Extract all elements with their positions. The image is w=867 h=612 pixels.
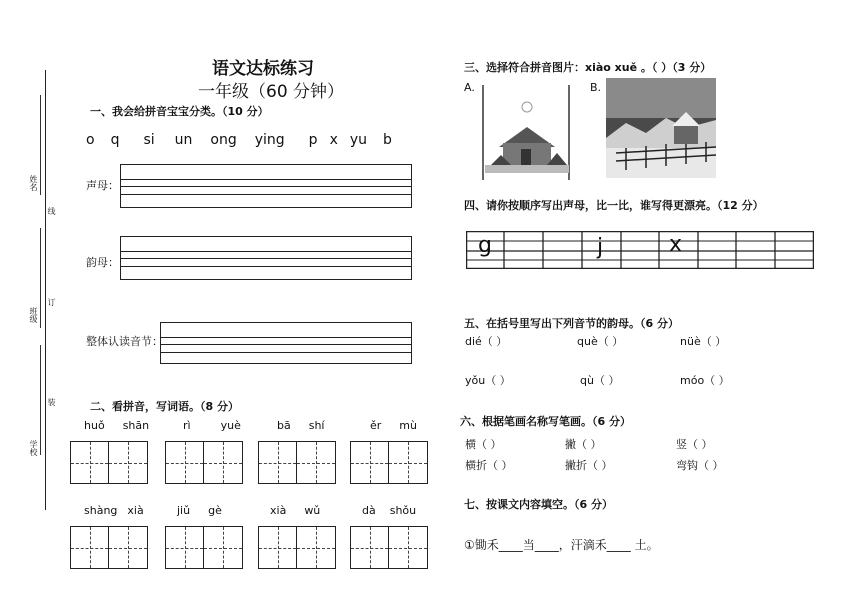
pinyin-item: ong: [210, 132, 237, 148]
word-pinyin: huǒ shān: [84, 419, 150, 432]
fold-label: 装: [47, 398, 56, 406]
letter-j: j: [597, 235, 604, 260]
writing-grid[interactable]: [258, 441, 336, 484]
writing-grid[interactable]: [165, 441, 243, 484]
stroke-blank[interactable]: 撇（ ）: [565, 438, 602, 451]
syllable-blank[interactable]: móo（ ）: [680, 374, 730, 387]
syllable-blank[interactable]: què（ ）: [577, 335, 624, 348]
name-label: 姓名: [29, 175, 38, 191]
word-pinyin: xià wǔ: [270, 504, 321, 517]
option-a-image[interactable]: [481, 85, 573, 180]
syllable-blank[interactable]: nüè（ ）: [680, 335, 727, 348]
writing-grid[interactable]: [70, 526, 148, 569]
pinyin-item: si: [143, 132, 155, 148]
school-label: 学校: [29, 440, 38, 456]
pinyin-item: o: [86, 132, 95, 148]
section7-heading: 七、按课文内容填空。（6 分）: [464, 498, 613, 511]
letter-x: x: [669, 232, 683, 257]
shengmu-label: 声母：: [86, 179, 119, 192]
section3-heading: 三、选择符合拼音图片：xiào xuě 。（ ）（3 分）: [464, 61, 712, 74]
word-pinyin: shàng xià: [84, 504, 144, 517]
writing-grid[interactable]: [350, 526, 428, 569]
syllable-blank[interactable]: yǒu（ ）: [465, 374, 511, 387]
stroke-blank[interactable]: 撇折（ ）: [565, 459, 613, 472]
poem-fill-line[interactable]: ①锄禾____当____，汗滴禾____ 土。: [464, 538, 659, 552]
class-line: [40, 228, 41, 328]
pinyin-item: yu: [349, 132, 368, 148]
option-a-label: A.: [464, 81, 475, 94]
zhengti-label: 整体认读音节：: [86, 335, 163, 348]
syllable-blank[interactable]: qù（ ）: [580, 374, 620, 387]
writing-grid[interactable]: [70, 441, 148, 484]
four-line-grid[interactable]: [466, 231, 814, 269]
pinyin-list: [86, 132, 392, 148]
option-b-image[interactable]: [606, 78, 716, 178]
letter-g: g: [478, 233, 492, 258]
word-pinyin: ěr mù: [370, 419, 417, 432]
writing-grid[interactable]: [258, 526, 336, 569]
writing-grid[interactable]: [350, 441, 428, 484]
stroke-blank[interactable]: 竖（ ）: [676, 438, 713, 451]
stroke-blank[interactable]: 弯钩（ ）: [676, 459, 724, 472]
name-line: [40, 95, 41, 195]
page-title: 语文达标练习: [212, 59, 314, 79]
stroke-blank[interactable]: 横折（ ）: [465, 459, 513, 472]
pinyin-item: x: [329, 132, 338, 148]
word-pinyin: rì yuè: [183, 419, 241, 432]
section1-heading: 一、我会给拼音宝宝分类。（10 分）: [90, 105, 269, 118]
yunmu-label: 韵母：: [86, 256, 119, 269]
section2-heading: 二、看拼音，写词语。（8 分）: [90, 400, 239, 413]
shengmu-writing-lines[interactable]: [120, 164, 412, 208]
option-b-label: B.: [590, 81, 602, 94]
writing-grid[interactable]: [165, 526, 243, 569]
section6-heading: 六、根据笔画名称写笔画。（6 分）: [460, 415, 631, 428]
syllable-blank[interactable]: dié（ ）: [465, 335, 508, 348]
pinyin-item: ying: [254, 132, 285, 148]
yunmu-writing-lines[interactable]: [120, 236, 412, 280]
stroke-blank[interactable]: 横（ ）: [465, 438, 502, 451]
pinyin-item: q: [110, 132, 120, 148]
class-label: 班级: [29, 307, 38, 323]
pinyin-item: p: [308, 132, 318, 148]
section5-heading: 五、在括号里写出下列音节的韵母。（6 分）: [464, 317, 679, 330]
seal-label: 线: [47, 207, 56, 215]
word-pinyin: bā shí: [277, 419, 325, 432]
page-subtitle: 一年级（60 分钟）: [198, 82, 345, 102]
word-pinyin: jiǔ gè: [177, 504, 222, 517]
bind-label: 订: [47, 298, 56, 306]
word-pinyin: dà shǒu: [362, 504, 417, 517]
pinyin-item: b: [383, 132, 392, 148]
pinyin-item: un: [174, 132, 193, 148]
zhengti-writing-lines[interactable]: [160, 322, 412, 364]
section4-heading: 四、请你按顺序写出声母，比一比，谁写得更漂亮。（12 分）: [464, 199, 764, 212]
school-line: [40, 345, 41, 455]
binding-line: [45, 70, 46, 510]
